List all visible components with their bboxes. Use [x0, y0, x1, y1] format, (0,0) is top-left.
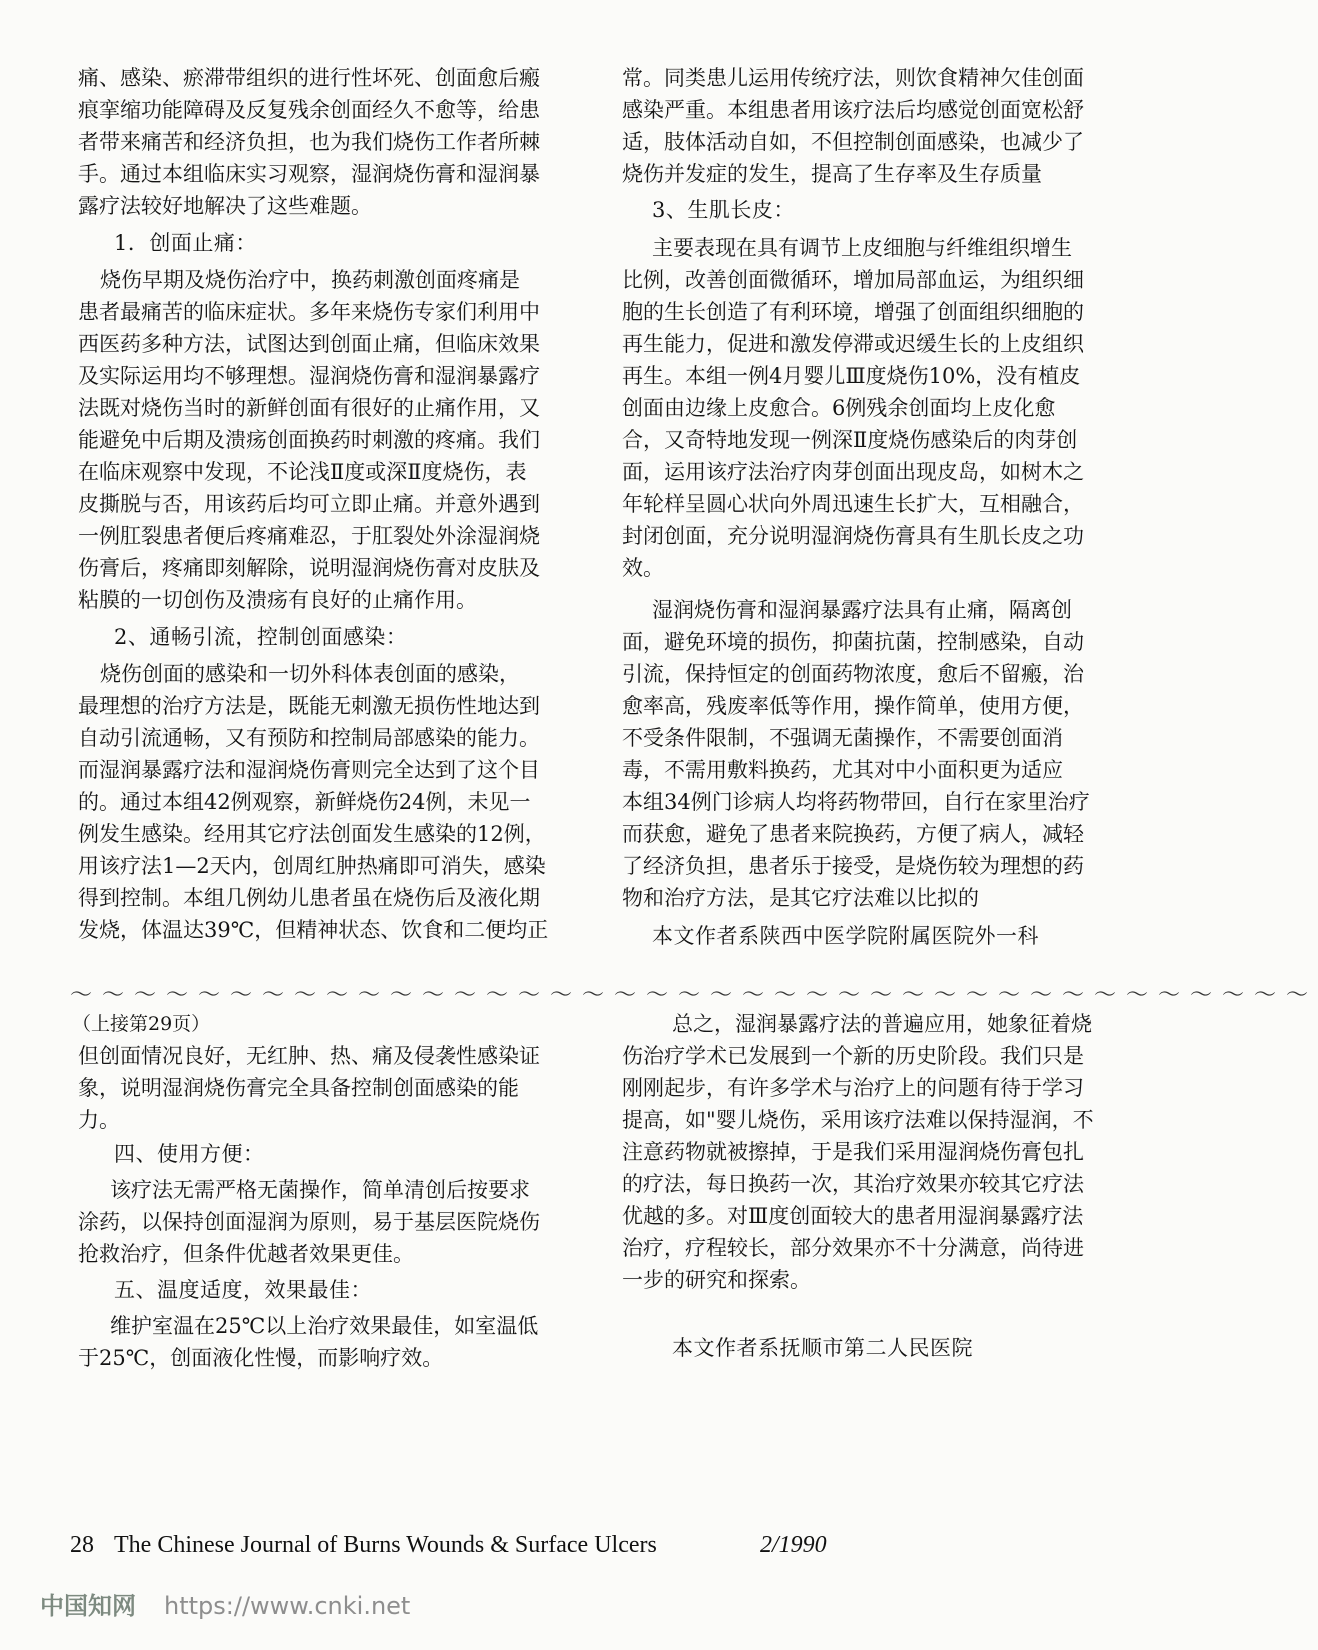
text-line: 封闭创面，充分说明湿润烧伤膏具有生肌长皮之功: [622, 524, 1084, 548]
text-line: 效。: [622, 556, 664, 580]
text-line: 西医药多种方法，试图达到创面止痛，但临床效果: [78, 332, 540, 356]
text-line: 引流，保持恒定的创面药物浓度，愈后不留瘢，治: [622, 662, 1084, 686]
text-line: 刚刚起步，有许多学术与治疗上的问题有待于学习: [622, 1076, 1084, 1100]
continuation-note: （上接第29页）: [72, 1013, 211, 1035]
text-line: 者带来痛苦和经济负担，也为我们烧伤工作者所棘: [78, 130, 540, 154]
text-line: 治疗，疗程较长，部分效果亦不十分满意，尚待进: [622, 1236, 1084, 1260]
text-line: 伤膏后，疼痛即刻解除，说明湿润烧伤膏对皮肤及: [78, 556, 540, 580]
text-line: 常。同类患儿运用传统疗法，则饮食精神欠佳创面: [622, 66, 1084, 90]
text-line: 合，又奇特地发现一例深Ⅱ度烧伤感染后的肉芽创: [622, 428, 1078, 452]
text-line: 烧伤创面的感染和一切外科体表创面的感染，: [100, 662, 520, 686]
text-line: 主要表现在具有调节上皮细胞与纤维组织增生: [652, 236, 1072, 260]
text-line: 于25℃，创面液化性慢，而影响疗效。: [78, 1346, 444, 1370]
text-line: 比例，改善创面微循环，增加局部血运，为组织细: [622, 268, 1084, 292]
text-line: 一步的研究和探索。: [622, 1268, 811, 1292]
text-line: 烧伤并发症的发生，提高了生存率及生存质量: [622, 162, 1042, 186]
text-line: 优越的多。对Ⅲ度创面较大的患者用湿润暴露疗法: [622, 1204, 1084, 1228]
section-heading: 五、温度适度，效果最佳：: [114, 1278, 372, 1302]
text-line: 得到控制。本组几例幼儿患者虽在烧伤后及液化期: [78, 886, 540, 910]
text-line: 自动引流通畅，又有预防和控制局部感染的能力。: [78, 726, 540, 750]
page-number: 28: [70, 1532, 94, 1558]
text-line: 皮撕脱与否，用该药后均可立即止痛。并意外遇到: [78, 492, 540, 516]
text-line: 本组34例门诊病人均将药物带回，自行在家里治疗: [622, 790, 1090, 814]
text-line: 露疗法较好地解决了这些难题。: [78, 194, 372, 218]
text-line: 而获愈，避免了患者来院换药，方便了病人，减轻: [622, 822, 1084, 846]
text-line: 感染严重。本组患者用该疗法后均感觉创面宽松舒: [622, 98, 1084, 122]
text-line: 愈率高，残废率低等作用，操作简单，使用方便，: [622, 694, 1084, 718]
text-line: 的。通过本组42例观察，新鲜烧伤24例，未见一: [78, 790, 531, 814]
text-line: 但创面情况良好，无红肿、热、痛及侵袭性感染证: [78, 1044, 540, 1068]
section-heading: 3、生肌长皮：: [652, 198, 795, 222]
text-line: 而湿润暴露疗法和湿润烧伤膏则完全达到了这个目: [78, 758, 540, 782]
text-line: 面，避免环境的损伤，抑菌抗菌，控制感染，自动: [622, 630, 1084, 654]
text-line: 再生。本组一例4月婴儿Ⅲ度烧伤10%，没有植皮: [622, 364, 1081, 388]
section-heading: 2、通畅引流，控制创面感染：: [114, 625, 408, 649]
text-line: 例发生感染。经用其它疗法创面发生感染的12例，: [78, 822, 546, 846]
text-line: 伤治疗学术已发展到一个新的历史阶段。我们只是: [622, 1044, 1084, 1068]
text-line: 用该疗法1—2天内，创周红肿热痛即可消失，感染: [78, 854, 546, 878]
text-line: 创面由边缘上皮愈合。6例残余创面均上皮化愈: [622, 396, 1056, 420]
text-line: 在临床观察中发现，不论浅Ⅱ度或深Ⅱ度烧伤，表: [78, 460, 527, 484]
wavy-separator: ～～～～～～～～～～～～～～～～～～～～～～～～～～～～～～～～～～～～～～～: [70, 983, 1318, 1008]
author-affiliation: 本文作者系陕西中医学院附属医院外一科: [652, 924, 1039, 948]
text-line: 总之，湿润暴露疗法的普遍应用，她象征着烧: [672, 1012, 1092, 1036]
text-line: 最理想的治疗方法是，既能无刺激无损伤性地达到: [78, 694, 540, 718]
author-affiliation: 本文作者系抚顺市第二人民医院: [672, 1336, 973, 1360]
text-line: 手。通过本组临床实习观察，湿润烧伤膏和湿润暴: [78, 162, 540, 186]
text-line: 能避免中后期及溃疡创面换药时刺激的疼痛。我们: [78, 428, 540, 452]
text-line: 象，说明湿润烧伤膏完全具备控制创面感染的能: [78, 1076, 519, 1100]
text-line: 抢救治疗，但条件优越者效果更佳。: [78, 1242, 414, 1266]
text-line: 维护室温在25℃以上治疗效果最佳，如室温低: [110, 1314, 539, 1338]
text-line: 不受条件限制，不强调无菌操作，不需要创面消: [622, 726, 1063, 750]
text-line: 该疗法无需严格无菌操作，简单清创后按要求: [110, 1178, 530, 1202]
issue-number: 2/1990: [760, 1532, 827, 1558]
text-line: 及实际运用均不够理想。湿润烧伤膏和湿润暴露疗: [78, 364, 540, 388]
section-heading: 1．创面止痛：: [114, 231, 257, 255]
section-heading: 四、使用方便：: [114, 1142, 265, 1166]
text-line: 注意药物就被擦掉，于是我们采用湿润烧伤膏包扎: [622, 1140, 1084, 1164]
text-line: 粘膜的一切创伤及溃疡有良好的止痛作用。: [78, 588, 477, 612]
journal-title: The Chinese Journal of Burns Wounds & Surface Ulcers: [114, 1532, 657, 1558]
text-line: 胞的生长创造了有利环境，增强了创面组织细胞的: [622, 300, 1084, 324]
text-line: 烧伤早期及烧伤治疗中，换药刺激创面疼痛是: [100, 268, 520, 292]
text-line: 法既对烧伤当时的新鲜创面有很好的止痛作用，又: [78, 396, 540, 420]
text-line: 毒，不需用敷料换药，尤其对中小面积更为适应: [622, 758, 1063, 782]
cnki-logo: 中国知网: [40, 1592, 136, 1620]
text-line: 了经济负担，患者乐于接受，是烧伤较为理想的药: [622, 854, 1084, 878]
watermark: [40, 1586, 410, 1621]
cnki-url: https://www.cnki.net: [164, 1592, 411, 1620]
text-line: 力。: [78, 1108, 120, 1132]
text-line: 一例肛裂患者便后疼痛难忍，于肛裂处外涂湿润烧: [78, 524, 540, 548]
text-line: 年轮样呈圆心状向外周迅速生长扩大，互相融合，: [622, 492, 1084, 516]
text-line: 再生能力，促进和激发停滞或迟缓生长的上皮组织: [622, 332, 1084, 356]
text-line: 患者最痛苦的临床症状。多年来烧伤专家们利用中: [78, 300, 540, 324]
page-footer: [70, 1532, 827, 1559]
text-line: 发烧，体温达39℃，但精神状态、饮食和二便均正: [78, 918, 549, 942]
text-line: 物和治疗方法，是其它疗法难以比拟的: [622, 886, 979, 910]
text-line: 的疗法，每日换药一次，其治疗效果亦较其它疗法: [622, 1172, 1084, 1196]
text-line: 提高，如"婴儿烧伤，采用该疗法难以保持湿润，不: [622, 1108, 1094, 1132]
text-line: 适，肢体活动自如，不但控制创面感染，也减少了: [622, 130, 1084, 154]
text-line: 痛、感染、瘀滞带组织的进行性坏死、创面愈后瘢: [78, 66, 540, 90]
text-line: 痕挛缩功能障碍及反复残余创面经久不愈等，给患: [78, 98, 540, 122]
text-line: 面，运用该疗法治疗肉芽创面出现皮岛，如树木之: [622, 460, 1084, 484]
text-line: 湿润烧伤膏和湿润暴露疗法具有止痛，隔离创: [652, 598, 1072, 622]
text-line: 涂药，以保持创面湿润为原则，易于基层医院烧伤: [78, 1210, 540, 1234]
